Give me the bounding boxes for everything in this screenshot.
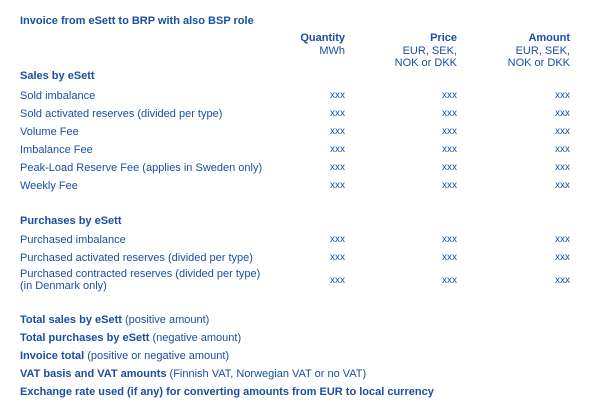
invoice-total-note: (positive or negative amount) (84, 350, 230, 362)
row-label: Volume Fee (20, 126, 79, 138)
quantity-header-unit: MWh (319, 44, 345, 57)
price-value: xxx (442, 90, 457, 101)
quantity-value: xxx (330, 126, 345, 137)
exchange-rate-label: Exchange rate used (if any) for converting amounts from EUR to local currency (20, 386, 434, 398)
price-header-title: Price (430, 32, 457, 44)
total-purchases-label: Total purchases by eSett (20, 332, 150, 344)
amount-value: xxx (555, 180, 570, 191)
quantity-value: xxx (330, 90, 345, 101)
exchange-rate-line (20, 386, 434, 398)
amount-header-title: Amount (528, 32, 570, 44)
price-value: xxx (442, 252, 457, 263)
quantity-header (300, 32, 345, 57)
price-value: xxx (442, 275, 457, 286)
price-value: xxx (442, 144, 457, 155)
invoice-total-line (20, 350, 229, 362)
invoice-total-label: Invoice total (20, 350, 85, 362)
purchases-section-heading: Purchases by eSett (20, 215, 122, 227)
quantity-value: xxx (330, 275, 345, 286)
amount-value: xxx (555, 234, 570, 245)
row-label: Weekly Fee (20, 180, 78, 192)
price-value: xxx (442, 180, 457, 191)
row-label-line-2: (in Denmark only) (20, 280, 107, 292)
row-label: Imbalance Fee (20, 144, 93, 156)
amount-value: xxx (555, 162, 570, 173)
amount-value: xxx (555, 252, 570, 263)
quantity-header-title: Quantity (300, 32, 345, 44)
vat-note: (Finnish VAT, Norwegian VAT or no VAT) (166, 368, 367, 380)
page-title: Invoice from eSett to BRP with also BSP role (20, 15, 254, 27)
row-label: Sold activated reserves (divided per type) (20, 108, 223, 120)
vat-line (20, 368, 366, 380)
price-header (395, 32, 457, 70)
total-purchases-note: (negative amount) (149, 332, 242, 344)
vat-label: VAT basis and VAT amounts (20, 368, 167, 380)
total-purchases-line (20, 332, 241, 344)
amount-header-unit-2: NOK or DKK (507, 57, 570, 69)
price-header-unit-1: EUR, SEK, (402, 44, 457, 57)
quantity-value: xxx (330, 162, 345, 173)
price-value: xxx (442, 162, 457, 173)
row-label (20, 268, 260, 292)
amount-value: xxx (555, 90, 570, 101)
row-label: Sold imbalance (20, 90, 96, 102)
price-value: xxx (442, 126, 457, 137)
price-value: xxx (442, 108, 457, 119)
row-label: Purchased imbalance (20, 234, 126, 246)
quantity-value: xxx (330, 108, 345, 119)
total-sales-line (20, 314, 209, 326)
sales-section-heading: Sales by eSett (20, 70, 95, 82)
total-sales-note: (positive amount) (121, 314, 210, 326)
amount-value: xxx (555, 108, 570, 119)
quantity-value: xxx (330, 234, 345, 245)
row-label: Purchased activated reserves (divided per type) (20, 252, 253, 264)
amount-value: xxx (555, 144, 570, 155)
amount-value: xxx (555, 275, 570, 286)
price-header-unit-2: NOK or DKK (394, 57, 457, 69)
amount-header (508, 32, 570, 70)
quantity-value: xxx (330, 180, 345, 191)
total-sales-label: Total sales by eSett (20, 314, 122, 326)
quantity-value: xxx (330, 144, 345, 155)
row-label-line-1: Purchased contracted reserves (divided per type) (20, 268, 261, 280)
quantity-value: xxx (330, 252, 345, 263)
row-label: Peak-Load Reserve Fee (applies in Sweden only) (20, 162, 263, 174)
amount-value: xxx (555, 126, 570, 137)
price-value: xxx (442, 234, 457, 245)
amount-header-unit-1: EUR, SEK, (515, 44, 570, 57)
